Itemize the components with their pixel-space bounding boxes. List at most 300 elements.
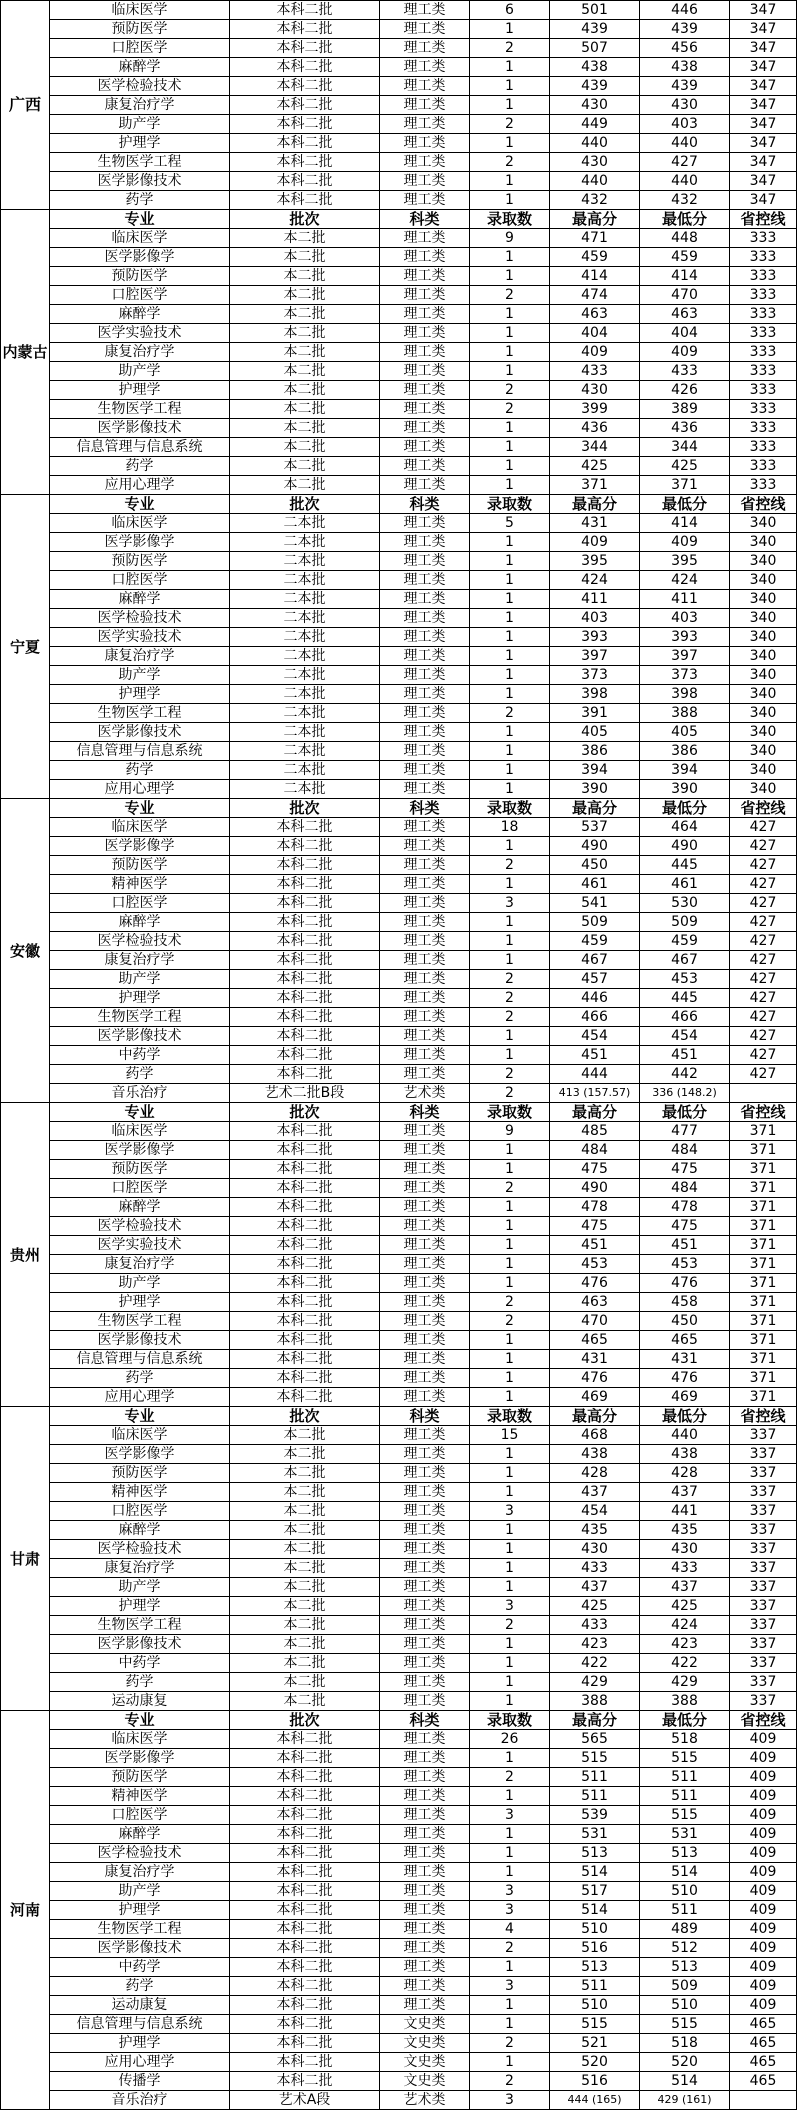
cell-major: 应用心理学 [50,2053,230,2072]
cell-admitted: 1 [470,96,550,115]
cell-min-score: 511 [640,1768,730,1787]
cell-major: 医学影像学 [50,533,230,552]
cell-control-line: 340 [730,685,797,704]
cell-control-line: 347 [730,77,797,96]
cell-admitted: 1 [470,628,550,647]
cell-max-score: 431 [550,514,640,533]
cell-control-line: 371 [730,1236,797,1255]
cell-admitted: 1 [470,533,550,552]
cell-max-score: 520 [550,2053,640,2072]
cell-batch: 本科二批 [230,1122,380,1141]
cell-major: 麻醉学 [50,1198,230,1217]
cell-control-line: 333 [730,305,797,324]
cell-category: 理工类 [380,1502,470,1521]
cell-category: 理工类 [380,856,470,875]
cell-control-line [730,2091,797,2110]
header-row [1,1711,797,1730]
table-row [1,1578,797,1597]
cell-category: 理工类 [380,609,470,628]
cell-major: 麻醉学 [50,590,230,609]
cell-max-score: 514 [550,1901,640,1920]
cell-major: 医学影像技术 [50,1027,230,1046]
cell-min-score: 518 [640,1730,730,1749]
cell-major: 应用心理学 [50,780,230,799]
cell-category: 理工类 [380,1160,470,1179]
cell-max-score: 466 [550,1008,640,1027]
cell-category: 理工类 [380,533,470,552]
cell-batch: 本二批 [230,1692,380,1711]
table-row [1,1521,797,1540]
table-row [1,1369,797,1388]
cell-major: 药学 [50,1673,230,1692]
cell-min-score: 424 [640,571,730,590]
cell-max-score: 484 [550,1141,640,1160]
column-header-major: 专业 [50,210,230,229]
cell-control-line: 337 [730,1692,797,1711]
cell-min-score: 478 [640,1198,730,1217]
cell-min-score: 437 [640,1483,730,1502]
cell-category: 理工类 [380,1255,470,1274]
cell-max-score: 478 [550,1198,640,1217]
cell-control-line: 409 [730,1749,797,1768]
cell-min-score: 414 [640,267,730,286]
cell-min-score: 448 [640,229,730,248]
table-row [1,1863,797,1882]
cell-batch: 本科二批 [230,913,380,932]
cell-major: 预防医学 [50,267,230,286]
cell-min-score: 465 [640,1331,730,1350]
cell-max-score: 459 [550,248,640,267]
cell-admitted: 1 [470,324,550,343]
cell-max-score: 511 [550,1768,640,1787]
cell-control-line: 340 [730,514,797,533]
cell-admitted: 1 [470,438,550,457]
cell-max-score: 433 [550,362,640,381]
cell-min-score: 336 (148.2) [640,1084,730,1103]
cell-category: 理工类 [380,1065,470,1084]
table-row [1,1027,797,1046]
table-row [1,1692,797,1711]
table-row [1,229,797,248]
cell-max-score: 451 [550,1046,640,1065]
table-row [1,856,797,875]
cell-max-score: 461 [550,875,640,894]
cell-min-score: 476 [640,1274,730,1293]
cell-control-line: 427 [730,1008,797,1027]
cell-max-score: 438 [550,58,640,77]
cell-major: 信息管理与信息系统 [50,742,230,761]
cell-admitted: 2 [470,1065,550,1084]
table-row [1,286,797,305]
cell-admitted: 1 [470,1027,550,1046]
cell-batch: 本二批 [230,286,380,305]
cell-control-line: 337 [730,1578,797,1597]
table-row [1,1597,797,1616]
cell-min-score: 456 [640,39,730,58]
cell-batch: 本科二批 [230,1,380,20]
table-row [1,932,797,951]
cell-major: 助产学 [50,666,230,685]
cell-max-score: 444 (165) [550,2091,640,2110]
cell-min-score: 484 [640,1141,730,1160]
cell-admitted: 1 [470,2015,550,2034]
cell-control-line: 371 [730,1293,797,1312]
cell-admitted: 1 [470,134,550,153]
cell-max-score: 515 [550,1749,640,1768]
header-row [1,1103,797,1122]
cell-min-score: 425 [640,457,730,476]
cell-major: 生物医学工程 [50,1008,230,1027]
cell-max-score: 517 [550,1882,640,1901]
cell-control-line: 371 [730,1141,797,1160]
province-label: 安徽 [1,799,50,1103]
cell-control-line: 340 [730,533,797,552]
cell-batch: 本科二批 [230,1787,380,1806]
cell-category: 文史类 [380,2034,470,2053]
cell-admitted: 2 [470,39,550,58]
table-row [1,2034,797,2053]
column-header-category: 科类 [380,799,470,818]
cell-major: 生物医学工程 [50,1312,230,1331]
cell-batch: 本二批 [230,1597,380,1616]
cell-control-line: 333 [730,419,797,438]
cell-admitted: 1 [470,780,550,799]
cell-major: 医学影像技术 [50,723,230,742]
cell-control-line: 337 [730,1521,797,1540]
table-row [1,1236,797,1255]
cell-control-line: 337 [730,1559,797,1578]
cell-admitted: 1 [470,913,550,932]
cell-control-line: 427 [730,951,797,970]
column-header-major: 专业 [50,1407,230,1426]
cell-category: 理工类 [380,267,470,286]
cell-category: 理工类 [380,1939,470,1958]
cell-major: 医学检验技术 [50,609,230,628]
cell-admitted: 1 [470,1369,550,1388]
table-row [1,1673,797,1692]
cell-category: 艺术类 [380,1084,470,1103]
cell-max-score: 403 [550,609,640,628]
cell-min-score: 432 [640,191,730,210]
cell-batch: 二本批 [230,533,380,552]
cell-max-score: 474 [550,286,640,305]
cell-control-line: 337 [730,1616,797,1635]
cell-major: 医学影像技术 [50,172,230,191]
cell-max-score: 467 [550,951,640,970]
cell-major: 中药学 [50,1958,230,1977]
cell-admitted: 2 [470,1293,550,1312]
cell-min-score: 453 [640,1255,730,1274]
cell-max-score: 439 [550,20,640,39]
cell-admitted: 3 [470,1882,550,1901]
column-header-admitted: 录取数 [470,210,550,229]
cell-control-line: 333 [730,400,797,419]
table-row [1,1540,797,1559]
table-row [1,362,797,381]
province-label: 宁夏 [1,495,50,799]
cell-max-score: 507 [550,39,640,58]
cell-batch: 二本批 [230,666,380,685]
cell-category: 理工类 [380,1673,470,1692]
cell-control-line: 347 [730,115,797,134]
cell-max-score: 521 [550,2034,640,2053]
cell-batch: 二本批 [230,647,380,666]
cell-max-score: 413 (157.57) [550,1084,640,1103]
table-row [1,1274,797,1293]
cell-min-score: 422 [640,1654,730,1673]
cell-admitted: 1 [470,1996,550,2015]
cell-min-score: 397 [640,647,730,666]
cell-major: 康复治疗学 [50,1559,230,1578]
cell-control-line: 371 [730,1160,797,1179]
cell-control-line: 371 [730,1388,797,1407]
cell-max-score: 438 [550,1445,640,1464]
cell-max-score: 390 [550,780,640,799]
cell-min-score: 394 [640,761,730,780]
cell-min-score: 429 (161) [640,2091,730,2110]
cell-category: 理工类 [380,115,470,134]
table-row [1,1787,797,1806]
cell-category: 理工类 [380,1426,470,1445]
column-header-control-line: 省控线 [730,1407,797,1426]
cell-admitted: 1 [470,685,550,704]
cell-admitted: 1 [470,590,550,609]
cell-max-score: 457 [550,970,640,989]
cell-min-score: 414 [640,514,730,533]
cell-major: 口腔医学 [50,39,230,58]
cell-control-line: 340 [730,666,797,685]
cell-min-score: 512 [640,1939,730,1958]
cell-batch: 本二批 [230,1502,380,1521]
cell-admitted: 1 [470,761,550,780]
cell-batch: 本科二批 [230,39,380,58]
cell-major: 麻醉学 [50,913,230,932]
cell-category: 理工类 [380,1825,470,1844]
cell-category: 理工类 [380,1369,470,1388]
cell-batch: 本科二批 [230,1217,380,1236]
cell-min-score: 426 [640,381,730,400]
cell-max-score: 537 [550,818,640,837]
cell-admitted: 1 [470,172,550,191]
cell-batch: 本科二批 [230,58,380,77]
cell-batch: 本科二批 [230,1179,380,1198]
cell-admitted: 3 [470,2091,550,2110]
cell-control-line: 409 [730,1996,797,2015]
cell-admitted: 1 [470,723,550,742]
cell-batch: 本科二批 [230,96,380,115]
cell-major: 生物医学工程 [50,704,230,723]
cell-min-score: 435 [640,1521,730,1540]
cell-batch: 二本批 [230,761,380,780]
cell-batch: 本二批 [230,1464,380,1483]
cell-major: 预防医学 [50,20,230,39]
cell-admitted: 1 [470,419,550,438]
cell-major: 精神医学 [50,1787,230,1806]
cell-max-score: 451 [550,1236,640,1255]
cell-batch: 本二批 [230,267,380,286]
cell-min-score: 395 [640,552,730,571]
cell-category: 理工类 [380,1901,470,1920]
cell-admitted: 1 [470,1844,550,1863]
cell-control-line: 347 [730,1,797,20]
table-row [1,476,797,495]
cell-control-line: 427 [730,913,797,932]
cell-major: 药学 [50,761,230,780]
cell-batch: 本科二批 [230,1331,380,1350]
column-header-batch: 批次 [230,1407,380,1426]
table-row [1,1825,797,1844]
table-row [1,1939,797,1958]
cell-min-score: 398 [640,685,730,704]
cell-max-score: 446 [550,989,640,1008]
cell-category: 理工类 [380,1692,470,1711]
cell-min-score: 373 [640,666,730,685]
cell-major: 运动康复 [50,1692,230,1711]
cell-category: 理工类 [380,970,470,989]
column-header-control-line: 省控线 [730,210,797,229]
cell-max-score: 373 [550,666,640,685]
cell-max-score: 393 [550,628,640,647]
cell-batch: 二本批 [230,609,380,628]
cell-category: 理工类 [380,666,470,685]
cell-major: 康复治疗学 [50,96,230,115]
cell-max-score: 539 [550,1806,640,1825]
cell-max-score: 490 [550,1179,640,1198]
cell-min-score: 441 [640,1502,730,1521]
cell-category: 理工类 [380,1597,470,1616]
cell-max-score: 386 [550,742,640,761]
cell-control-line: 409 [730,1768,797,1787]
table-row [1,1654,797,1673]
cell-admitted: 1 [470,1331,550,1350]
cell-min-score: 405 [640,723,730,742]
cell-category: 理工类 [380,419,470,438]
table-row [1,1977,797,1996]
cell-category: 理工类 [380,1312,470,1331]
cell-admitted: 9 [470,229,550,248]
cell-major: 医学影像学 [50,1141,230,1160]
cell-admitted: 9 [470,1122,550,1141]
cell-category: 理工类 [380,305,470,324]
cell-batch: 本科二批 [230,1312,380,1331]
table-row [1,666,797,685]
cell-max-score: 510 [550,1996,640,2015]
cell-major: 医学检验技术 [50,932,230,951]
header-row [1,210,797,229]
cell-admitted: 2 [470,1179,550,1198]
cell-category: 理工类 [380,1331,470,1350]
cell-batch: 本科二批 [230,1882,380,1901]
cell-category: 理工类 [380,647,470,666]
cell-category: 理工类 [380,571,470,590]
table-row [1,324,797,343]
cell-admitted: 15 [470,1426,550,1445]
column-header-control-line: 省控线 [730,1103,797,1122]
cell-batch: 本科二批 [230,1920,380,1939]
cell-category: 理工类 [380,134,470,153]
cell-admitted: 1 [470,1198,550,1217]
cell-min-score: 458 [640,1293,730,1312]
cell-control-line: 333 [730,343,797,362]
cell-major: 医学影像技术 [50,419,230,438]
cell-category: 理工类 [380,1616,470,1635]
cell-admitted: 2 [470,1084,550,1103]
cell-major: 康复治疗学 [50,1255,230,1274]
cell-major: 医学检验技术 [50,1540,230,1559]
table-row [1,153,797,172]
cell-min-score: 389 [640,400,730,419]
cell-category: 理工类 [380,343,470,362]
cell-major: 中药学 [50,1654,230,1673]
cell-admitted: 18 [470,818,550,837]
cell-batch: 本二批 [230,343,380,362]
cell-major: 口腔医学 [50,286,230,305]
cell-max-score: 485 [550,1122,640,1141]
cell-max-score: 430 [550,153,640,172]
cell-category: 理工类 [380,685,470,704]
cell-admitted: 2 [470,115,550,134]
cell-major: 药学 [50,457,230,476]
cell-major: 康复治疗学 [50,647,230,666]
cell-batch: 本科二批 [230,2015,380,2034]
cell-category: 理工类 [380,362,470,381]
cell-max-score: 422 [550,1654,640,1673]
column-header-control-line: 省控线 [730,1711,797,1730]
cell-category: 理工类 [380,1179,470,1198]
cell-min-score: 515 [640,1806,730,1825]
table-row [1,2053,797,2072]
cell-control-line: 409 [730,1977,797,1996]
cell-min-score: 411 [640,590,730,609]
cell-max-score: 428 [550,1464,640,1483]
cell-min-score: 475 [640,1217,730,1236]
cell-admitted: 1 [470,1217,550,1236]
cell-admitted: 1 [470,1160,550,1179]
cell-control-line: 409 [730,1730,797,1749]
cell-major: 医学影像学 [50,1749,230,1768]
cell-max-score: 435 [550,1521,640,1540]
cell-admitted: 2 [470,1008,550,1027]
cell-category: 理工类 [380,1445,470,1464]
cell-max-score: 511 [550,1977,640,1996]
cell-category: 理工类 [380,704,470,723]
cell-batch: 本科二批 [230,1027,380,1046]
table-row [1,2072,797,2091]
cell-category: 理工类 [380,1,470,20]
cell-min-score: 403 [640,115,730,134]
cell-category: 理工类 [380,894,470,913]
cell-major: 药学 [50,1065,230,1084]
cell-control-line: 337 [730,1502,797,1521]
cell-max-score: 425 [550,457,640,476]
cell-admitted: 1 [470,1483,550,1502]
cell-batch: 本科二批 [230,1236,380,1255]
cell-major: 预防医学 [50,856,230,875]
table-row [1,647,797,666]
cell-category: 理工类 [380,1521,470,1540]
cell-admitted: 1 [470,305,550,324]
cell-category: 理工类 [380,552,470,571]
cell-min-score: 467 [640,951,730,970]
cell-major: 麻醉学 [50,58,230,77]
cell-control-line: 347 [730,191,797,210]
cell-max-score: 398 [550,685,640,704]
table-row [1,2091,797,2110]
cell-max-score: 437 [550,1578,640,1597]
cell-control-line: 409 [730,1901,797,1920]
table-row [1,723,797,742]
cell-batch: 本科二批 [230,1274,380,1293]
